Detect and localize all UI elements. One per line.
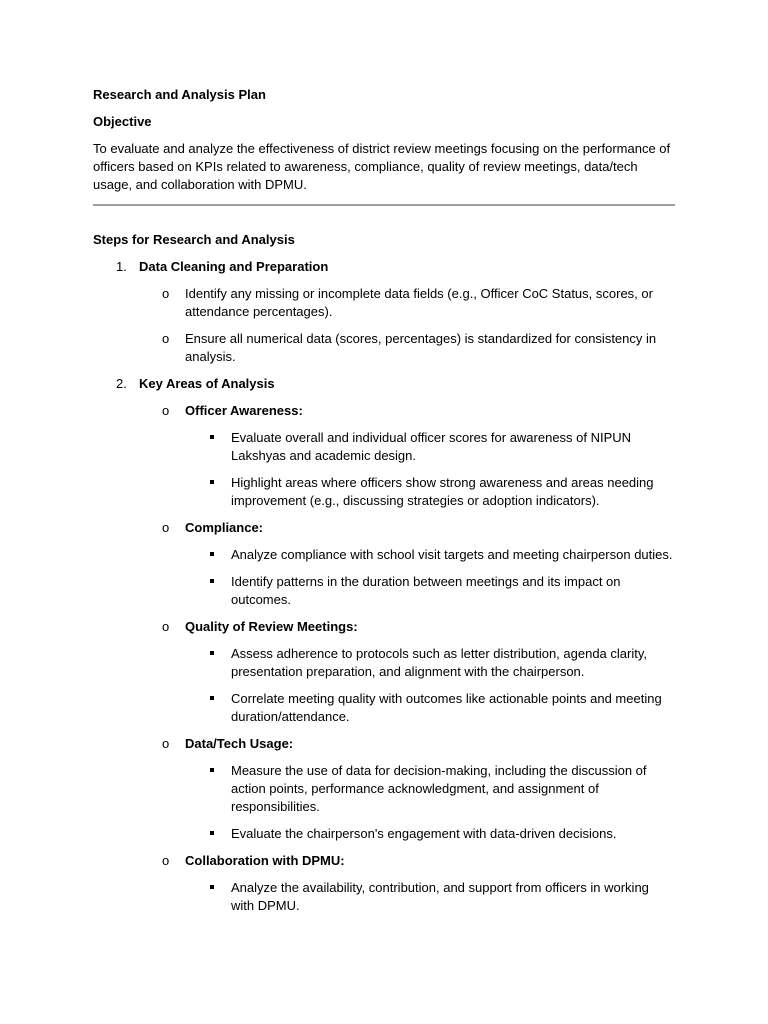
list-item xyxy=(185,762,675,816)
list-item xyxy=(185,474,675,510)
analysis-areas-list xyxy=(93,402,675,915)
list-item-text: Analyze compliance with school visit targets and meeting chairperson duties. xyxy=(231,547,673,562)
step-title: Data Cleaning and Preparation xyxy=(139,259,329,274)
analysis-points-list xyxy=(185,429,675,510)
list-item-text: Evaluate overall and individual officer scores for awareness of NIPUN Lakshyas and academic design. xyxy=(231,430,632,463)
analysis-points-list xyxy=(185,645,675,726)
square-bullet-icon xyxy=(210,885,214,889)
analysis-area-label: Officer Awareness: xyxy=(185,403,303,418)
analysis-area-label: Collaboration with DPMU: xyxy=(185,853,345,868)
analysis-area xyxy=(93,852,675,915)
bullet-marker: o xyxy=(162,619,170,634)
list-item-text: Assess adherence to protocols such as letter distribution, agenda clarity, presentation preparation, and alignment with the chairperson. xyxy=(231,646,647,679)
analysis-points-list xyxy=(185,546,675,609)
bullet-marker: o xyxy=(162,403,170,418)
objective-heading: Objective xyxy=(93,114,152,129)
document-body xyxy=(93,86,675,924)
step-number: 1. xyxy=(116,259,127,274)
list-item xyxy=(185,825,675,843)
bullet-marker: o xyxy=(162,853,170,868)
step-title: Key Areas of Analysis xyxy=(139,376,275,391)
step-item xyxy=(93,375,675,915)
list-item xyxy=(185,879,675,915)
analysis-area-label: Quality of Review Meetings: xyxy=(185,619,358,634)
step-number: 2. xyxy=(116,376,127,391)
list-item-text: Highlight areas where officers show strong awareness and areas needing improvement (e.g., discussing strategies or adoption indicators). xyxy=(231,475,654,508)
step-item xyxy=(93,258,675,366)
bullet-marker: o xyxy=(162,286,170,301)
list-item-text: Identify patterns in the duration between meetings and its impact on outcomes. xyxy=(231,574,621,607)
analysis-area xyxy=(93,402,675,510)
square-bullet-icon xyxy=(210,579,214,583)
analysis-area xyxy=(93,735,675,843)
step-sublist xyxy=(93,285,675,366)
analysis-points-list xyxy=(185,762,675,843)
document-title: Research and Analysis Plan xyxy=(93,87,266,102)
list-item xyxy=(185,645,675,681)
square-bullet-icon xyxy=(210,480,214,484)
list-item xyxy=(93,285,675,321)
square-bullet-icon xyxy=(210,831,214,835)
horizontal-rule xyxy=(93,204,675,206)
analysis-area xyxy=(93,519,675,609)
square-bullet-icon xyxy=(210,768,214,772)
square-bullet-icon xyxy=(210,651,214,655)
list-item-text: Measure the use of data for decision-making, including the discussion of action points, performance acknowledgment, and assignment of responsibilities. xyxy=(231,763,647,814)
analysis-area-label: Compliance: xyxy=(185,520,264,535)
bullet-marker: o xyxy=(162,736,170,751)
list-item xyxy=(185,573,675,609)
analysis-area xyxy=(93,618,675,726)
list-item xyxy=(93,330,675,366)
steps-list xyxy=(93,258,675,915)
steps-heading: Steps for Research and Analysis xyxy=(93,232,295,247)
list-item xyxy=(185,546,675,564)
square-bullet-icon xyxy=(210,552,214,556)
list-item-text: Correlate meeting quality with outcomes like actionable points and meeting duration/attendance. xyxy=(231,691,662,724)
square-bullet-icon xyxy=(210,435,214,439)
list-item xyxy=(185,429,675,465)
list-item-text: Analyze the availability, contribution, and support from officers in working with DPMU. xyxy=(231,880,649,913)
objective-paragraph: To evaluate and analyze the effectiveness of district review meetings focusing on the performance of officers based on KPIs related to awareness, compliance, quality of review meetings, data/tech usage, and collaboration with DPMU. xyxy=(93,141,671,192)
analysis-area-label: Data/Tech Usage: xyxy=(185,736,294,751)
bullet-marker: o xyxy=(162,520,170,535)
analysis-points-list xyxy=(185,879,675,915)
list-item-text: Evaluate the chairperson's engagement with data-driven decisions. xyxy=(231,826,617,841)
list-item-text: Identify any missing or incomplete data fields (e.g., Officer CoC Status, scores, or attendance percentages). xyxy=(185,286,653,319)
bullet-marker: o xyxy=(162,331,170,346)
list-item-text: Ensure all numerical data (scores, percentages) is standardized for consistency in analysis. xyxy=(185,331,657,364)
square-bullet-icon xyxy=(210,696,214,700)
list-item xyxy=(185,690,675,726)
